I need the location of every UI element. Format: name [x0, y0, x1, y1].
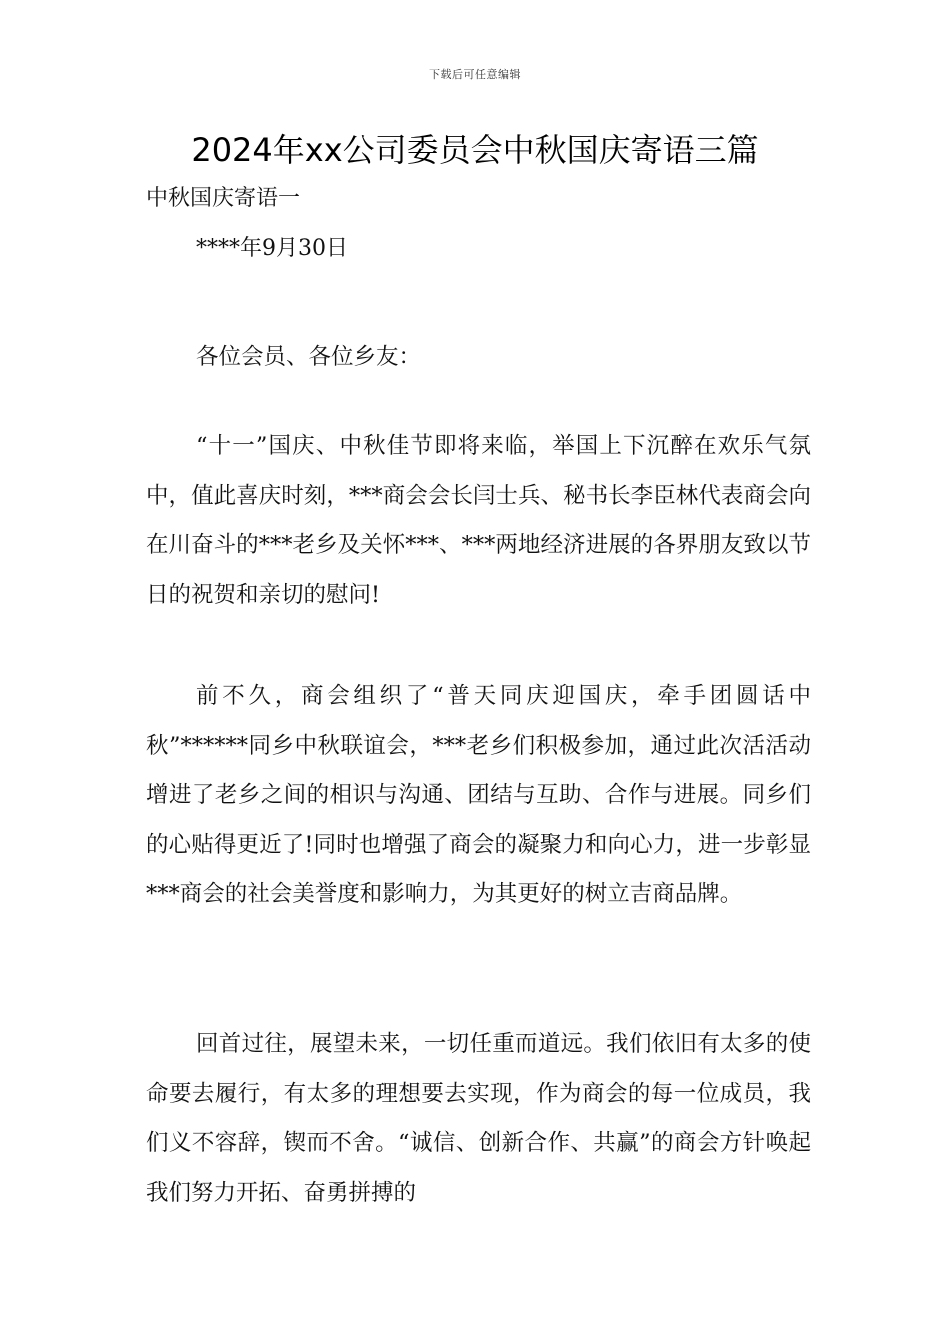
body-paragraph-1: “十一”国庆、中秋佳节即将来临，举国上下沉醉在欢乐气氛中，值此喜庆时刻，***商会会长闫士兵、秘书长李臣林代表商会向在川奋斗的***老乡及关怀***、***两地经济进展的各界朋友致以节日的祝贺和亲切的慰问! — [146, 433, 811, 608]
body-paragraph-2: 前不久，商会组织了“普天同庆迎国庆，牵手团圆话中秋”******同乡中秋联谊会，***老乡们积极参加，通过此次活活动增进了老乡之间的相识与沟通、团结与互助、合作与进展。同乡们的心贴得更近了!同时也增强了商会的凝聚力和向心力，进一步彰显***商会的社会美誉度和影响力，为其更好的树立吉商品牌。 — [146, 683, 811, 907]
body-paragraph-3: 回首过往，展望未来，一切任重而道远。我们依旧有太多的使命要去履行，有太多的理想要去实现，作为商会的每一位成员，我们义不容辞，锲而不舍。“诚信、创新合作、共赢”的商会方针唤起我们努力开拓、奋勇拼搏的 — [146, 1031, 811, 1206]
section-heading: 中秋国庆寄语一 — [146, 186, 301, 211]
header-note: 下载后可任意编辑 — [429, 68, 521, 81]
greeting-paragraph: 各位会员、各位乡友： — [196, 344, 422, 370]
date-line: ****年9月30日 — [196, 236, 348, 261]
page-title: 2024年xx公司委员会中秋国庆寄语三篇 — [191, 131, 759, 169]
